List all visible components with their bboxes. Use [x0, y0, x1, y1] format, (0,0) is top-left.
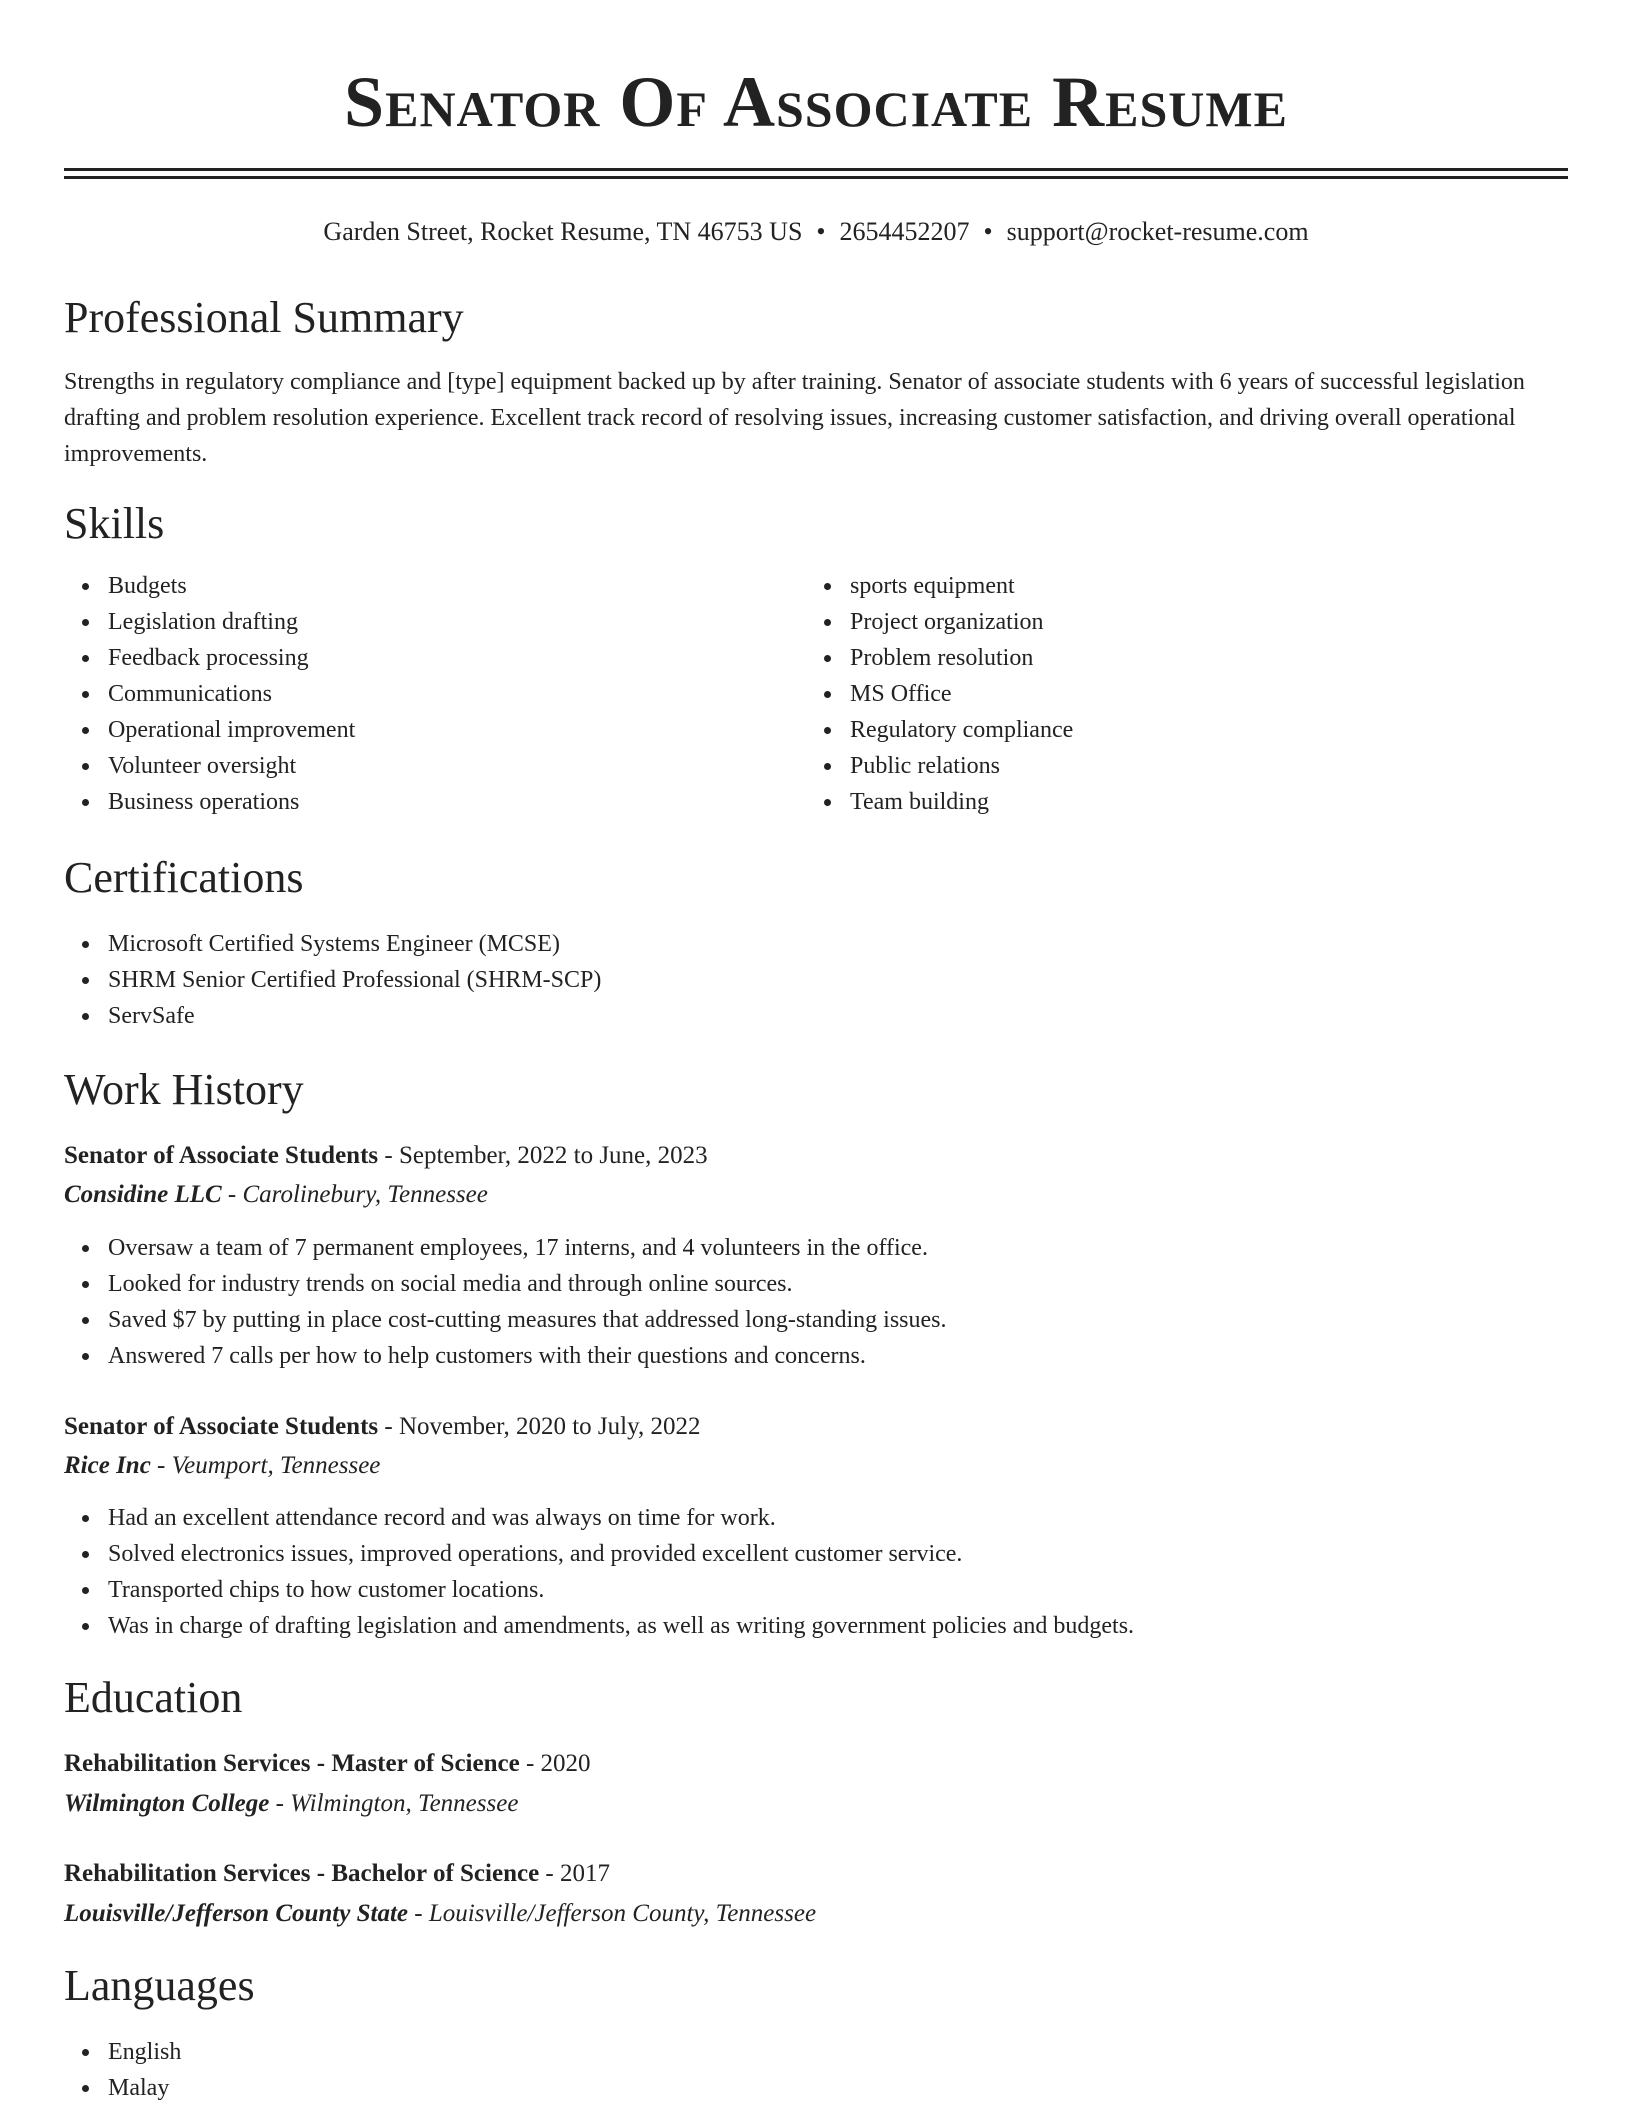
skill-item: Volunteer oversight: [108, 748, 788, 784]
job-bullet: Looked for industry trends on social media and through online sources.: [108, 1266, 1588, 1302]
job-bullets: [64, 1230, 1588, 1374]
job-company: Rice Inc: [64, 1452, 151, 1479]
skill-item: Project organization: [850, 604, 1530, 640]
degree-line: [64, 1855, 610, 1893]
certifications-list: [64, 926, 1508, 1034]
job-title-line: [64, 1137, 708, 1175]
summary-heading: Professional Summary: [64, 293, 464, 342]
job-bullet: Answered 7 calls per how to help customers with their questions and concerns.: [108, 1338, 1588, 1374]
job-bullet: Transported chips to how customer locations.: [108, 1572, 1588, 1608]
school-line: [64, 1895, 816, 1933]
school-name: Wilmington College: [64, 1790, 270, 1817]
job-bullet: Saved $7 by putting in place cost-cutting measures that addressed long-standing issues.: [108, 1302, 1588, 1338]
degree: Rehabilitation Services - Master of Science: [64, 1750, 520, 1777]
language-item: Malay: [108, 2070, 708, 2106]
skills-list-right: [806, 568, 1530, 820]
contact-phone: 2654452207: [839, 217, 970, 246]
certification-item: ServSafe: [108, 998, 1508, 1034]
skills-list-left: [64, 568, 788, 820]
skill-item: Team building: [850, 784, 1530, 820]
skill-item: Communications: [108, 676, 788, 712]
job-bullet: Solved electronics issues, improved operations, and provided excellent customer service.: [108, 1536, 1588, 1572]
skill-item: Business operations: [108, 784, 788, 820]
skill-item: Regulatory compliance: [850, 712, 1530, 748]
certification-item: SHRM Senior Certified Professional (SHRM-SCP): [108, 962, 1508, 998]
skill-item: Public relations: [850, 748, 1530, 784]
degree-line: [64, 1745, 591, 1783]
page-title: Senator Of Associate Resume: [344, 62, 1288, 142]
job-location: - Veumport, Tennessee: [150, 1452, 381, 1479]
skill-item: Legislation drafting: [108, 604, 788, 640]
contact-email: support@rocket-resume.com: [1006, 217, 1309, 246]
title-divider-bottom: [64, 176, 1568, 179]
skills-heading: Skills: [64, 499, 165, 548]
languages-list: [64, 2034, 708, 2106]
job-dates: - November, 2020 to July, 2022: [378, 1413, 701, 1440]
school-line: [64, 1785, 518, 1823]
title-divider-top: [64, 168, 1568, 171]
job-company: Considine LLC: [64, 1181, 222, 1208]
job-location: - Carolinebury, Tennessee: [221, 1181, 488, 1208]
work-history-heading: Work History: [64, 1065, 304, 1114]
job-company-line: [64, 1447, 380, 1485]
skill-item: Budgets: [108, 568, 788, 604]
skill-item: MS Office: [850, 676, 1530, 712]
graduation-year: - 2020: [519, 1750, 591, 1777]
job-title-line: [64, 1408, 700, 1446]
contact-address: Garden Street, Rocket Resume, TN 46753 US: [323, 217, 803, 246]
job-company-line: [64, 1176, 488, 1214]
contact-separator: •: [816, 217, 826, 246]
certification-item: Microsoft Certified Systems Engineer (MCSE): [108, 926, 1508, 962]
job-title: Senator of Associate Students: [64, 1413, 379, 1440]
skill-item: Feedback processing: [108, 640, 788, 676]
language-item: English: [108, 2034, 708, 2070]
job-bullet: Was in charge of drafting legislation and amendments, as well as writing government policies and budgets.: [108, 1608, 1588, 1644]
summary-text: Strengths in regulatory compliance and [type] equipment backed up by after training. Senator of associate students with 6 years of successful legislation drafting and problem resolution experience. Excellent track record of resolving issues, increasing customer satisfaction, and driving overall operational improvements.: [64, 369, 1525, 467]
skill-item: sports equipment: [850, 568, 1530, 604]
contact-info: [0, 214, 1632, 250]
job-bullet: Had an excellent attendance record and was always on time for work.: [108, 1500, 1588, 1536]
school-name: Louisville/Jefferson County State: [64, 1900, 408, 1927]
graduation-year: - 2017: [539, 1860, 610, 1887]
school-location: - Louisville/Jefferson County, Tennessee: [408, 1900, 817, 1927]
contact-separator: •: [983, 217, 993, 246]
education-heading: Education: [64, 1673, 243, 1722]
school-location: - Wilmington, Tennessee: [269, 1790, 519, 1817]
job-bullet: Oversaw a team of 7 permanent employees, 17 interns, and 4 volunteers in the office.: [108, 1230, 1588, 1266]
skill-item: Problem resolution: [850, 640, 1530, 676]
job-title: Senator of Associate Students: [64, 1142, 379, 1169]
job-dates: - September, 2022 to June, 2023: [378, 1142, 708, 1169]
job-bullets: [64, 1500, 1588, 1644]
degree: Rehabilitation Services - Bachelor of Science: [64, 1860, 540, 1887]
skill-item: Operational improvement: [108, 712, 788, 748]
languages-heading: Languages: [64, 1961, 255, 2010]
certifications-heading: Certifications: [64, 853, 304, 902]
